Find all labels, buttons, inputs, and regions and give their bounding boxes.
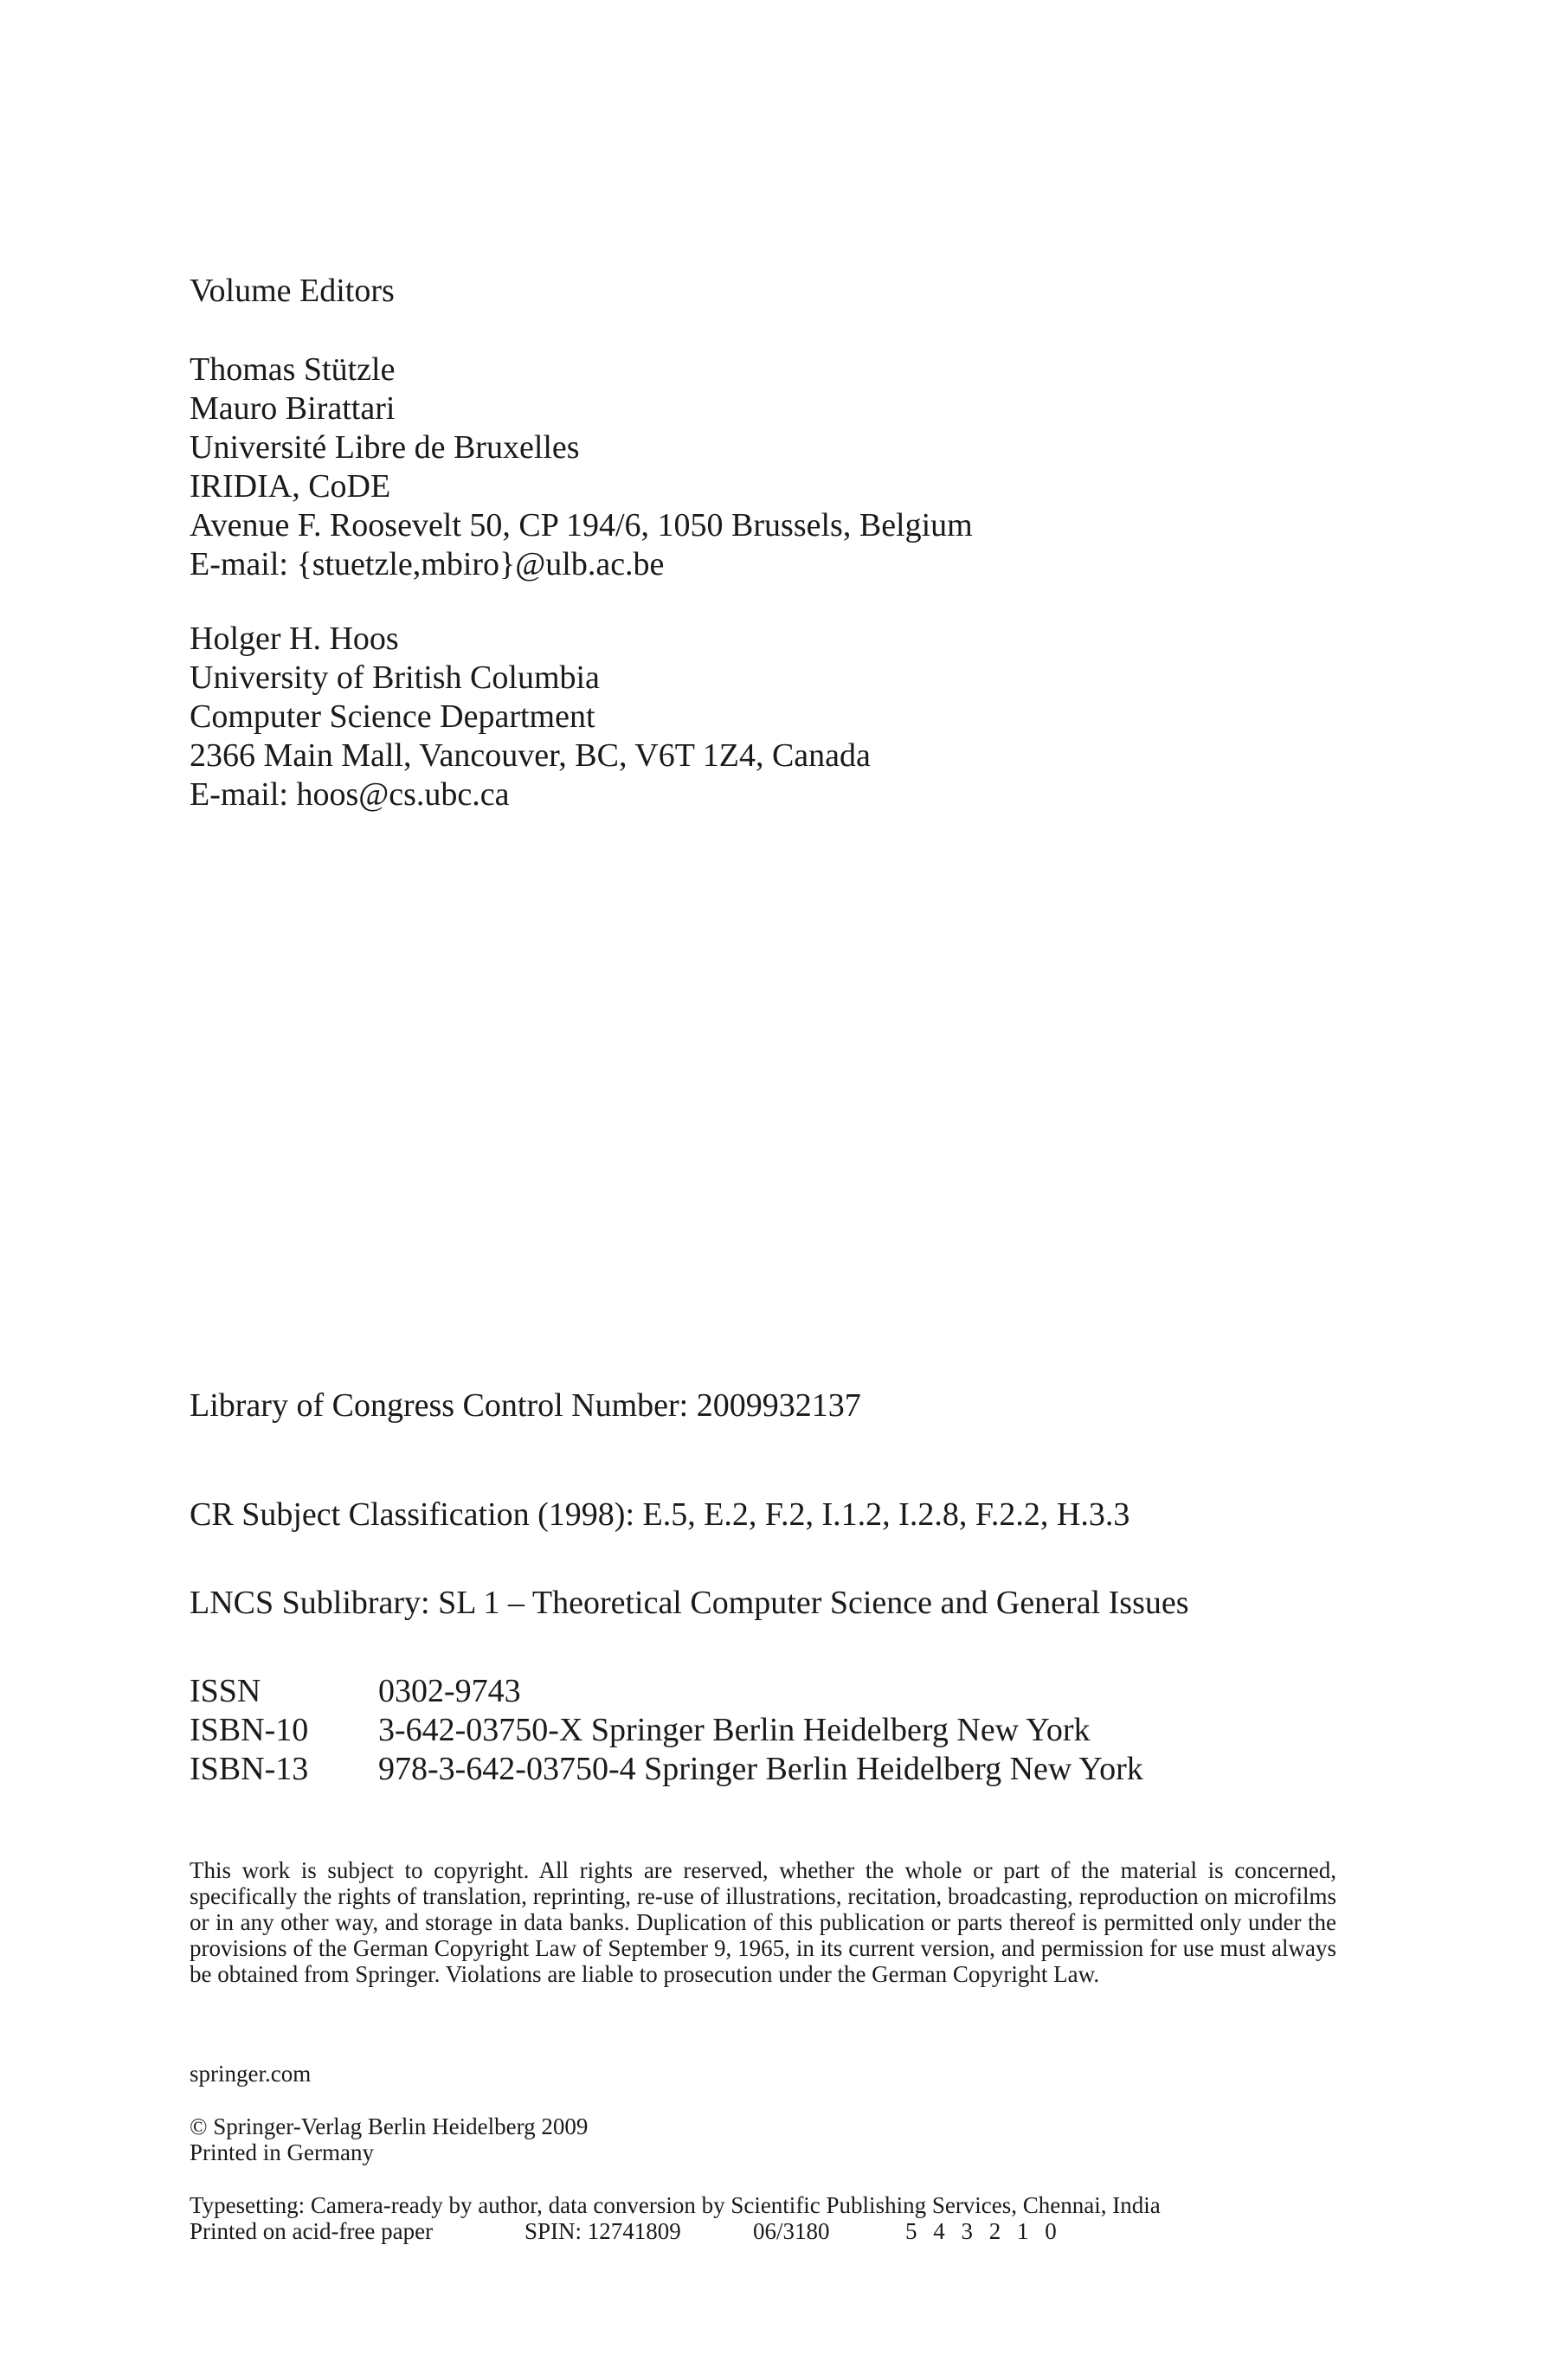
copyright-notice: This work is subject to copyright. All rights are reserved, whether the whole or part of the material is concerned, specifically the rights of translation, reprinting, re-use of illustrations, recitation, broadcasting, reproduction on microfilms or in any other way, and storage in data banks. Duplication of this publication or parts thereof is permitted only under the provisions of the German Copyright Law of September 9, 1965, in its current version, and permission for use must always be obtained from Springer. Violations are liable to prosecution under the German Copyright Law. bbox=[190, 1857, 1336, 1987]
identifier-value: 978-3-642-03750-4 Springer Berlin Heidelberg New York bbox=[378, 1751, 1143, 1787]
editor-name: Mauro Birattari bbox=[190, 390, 396, 427]
printing-line: 5 4 3 2 1 0 bbox=[905, 2218, 1062, 2244]
website-link[interactable]: springer.com bbox=[190, 2061, 312, 2087]
publisher-block bbox=[190, 2113, 588, 2165]
editor-institution: University of British Columbia bbox=[190, 659, 600, 696]
editor-institution: Université Libre de Bruxelles bbox=[190, 429, 580, 466]
identifier-value: 0302-9743 bbox=[378, 1673, 521, 1709]
editor-name: Thomas Stützle bbox=[190, 351, 396, 388]
editor-address: 2366 Main Mall, Vancouver, BC, V6T 1Z4, Canada bbox=[190, 737, 871, 774]
paper-note: Printed on acid-free paper bbox=[190, 2218, 434, 2244]
identifier-value: 3-642-03750-X Springer Berlin Heidelberg New York bbox=[378, 1712, 1091, 1748]
volume-editors-heading: Volume Editors bbox=[190, 273, 395, 309]
spin-number: SPIN: 12741809 bbox=[525, 2218, 681, 2244]
printing-info-row bbox=[190, 2218, 1161, 2244]
cr-classification-line: CR Subject Classification (1998): E.5, E.2, F.2, I.1.2, I.2.8, F.2.2, H.3.3 bbox=[190, 1496, 1130, 1533]
copyright-line: © Springer-Verlag Berlin Heidelberg 2009 bbox=[190, 2113, 589, 2139]
identifier-label: ISBN-10 bbox=[190, 1712, 309, 1748]
editor-name: Holger H. Hoos bbox=[190, 621, 399, 657]
editor-department: Computer Science Department bbox=[190, 698, 595, 735]
printed-in-line: Printed in Germany bbox=[190, 2139, 374, 2165]
editor-block-ubc bbox=[190, 620, 871, 814]
identifiers-table bbox=[190, 1672, 1143, 1789]
identifier-label: ISSN bbox=[190, 1673, 261, 1709]
editor-email: E-mail: {stuetzle,mbiro}@ulb.ac.be bbox=[190, 546, 665, 582]
typesetting-block bbox=[190, 2192, 1161, 2244]
print-code: 06/3180 bbox=[753, 2218, 830, 2244]
editor-department: IRIDIA, CoDE bbox=[190, 468, 391, 505]
issn-row bbox=[190, 1672, 1143, 1711]
isbn13-row bbox=[190, 1750, 1143, 1789]
editor-block-ulb bbox=[190, 351, 973, 584]
identifier-label: ISBN-13 bbox=[190, 1751, 309, 1787]
lncs-sublibrary-line: LNCS Sublibrary: SL 1 – Theoretical Computer Science and General Issues bbox=[190, 1585, 1189, 1621]
lccn-line: Library of Congress Control Number: 2009932137 bbox=[190, 1387, 861, 1424]
editor-address: Avenue F. Roosevelt 50, CP 194/6, 1050 Brussels, Belgium bbox=[190, 507, 973, 544]
editor-email: E-mail: hoos@cs.ubc.ca bbox=[190, 776, 510, 813]
typesetting-line: Typesetting: Camera-ready by author, data conversion by Scientific Publishing Services, Chennai, India bbox=[190, 2192, 1161, 2218]
isbn10-row bbox=[190, 1711, 1143, 1750]
